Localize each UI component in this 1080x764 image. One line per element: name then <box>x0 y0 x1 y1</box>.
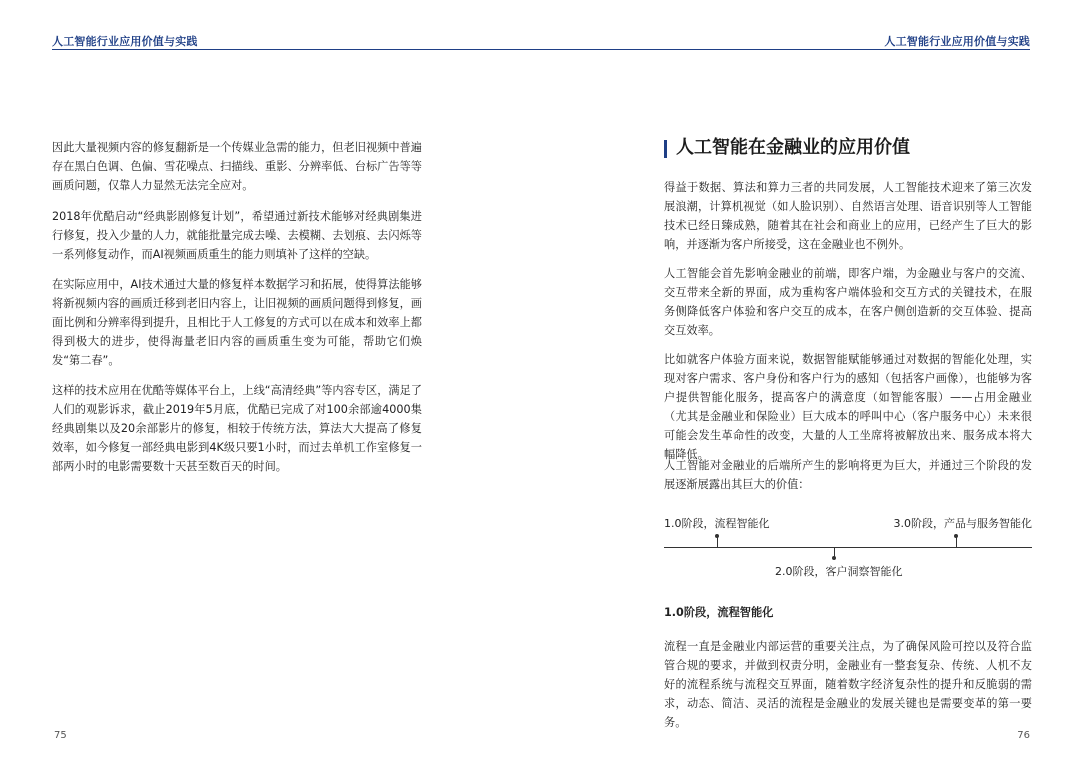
right-page <box>540 0 1080 764</box>
body-paragraph: 因此大量视频内容的修复翻新是一个传媒业急需的能力，但老旧视频中普遍存在黑白色调、色偏、雪花噪点、扫描线、重影、分辨率低、台标广告等等画质问题，仅靠人力显然无法完全应对。 <box>52 141 422 192</box>
timeline-tick-stage-1 <box>717 537 718 547</box>
header-rule <box>540 49 1030 50</box>
running-head: 人工智能行业应用价值与实践 <box>884 35 1030 48</box>
timeline-stage-1-label: 1.0阶段，流程智能化 <box>664 517 770 530</box>
running-head: 人工智能行业应用价值与实践 <box>52 35 198 48</box>
body-paragraph: 人工智能会首先影响金融业的前端，即客户端，为金融业与客户的交流、交互带来全新的界面，成为重构客户端体验和交互方式的关键技术，在服务侧降低客户体验和客户交互的成本，在客户侧创造新的交互体验、提高交互效率。 <box>664 267 1032 337</box>
body-paragraph: 比如就客户体验方面来说，数据智能赋能够通过对数据的智能化处理，实现对客户需求、客户身份和客户行为的感知（包括客户画像），也能够为客户提供智能化服务，提高客户的满意度（如智能客服）——占用金融业（尤其是金融业和保险业）巨大成本的呼叫中心（客户服务中心）未来很可能会发生革命性的改变，大量的人工坐席将被解放出来、服务成本将大幅降低。 <box>664 353 1032 461</box>
timeline-marker-stage-3 <box>954 534 958 538</box>
timeline-stage-3-label: 3.0阶段，产品与服务智能化 <box>893 517 1032 530</box>
timeline-tick-stage-3 <box>956 537 957 547</box>
section-title <box>664 136 910 160</box>
header-rule <box>52 49 540 50</box>
body-paragraph: 2018年优酷启动“经典影剧修复计划”，希望通过新技术能够对经典剧集进行修复，投入少量的人力，就能批量完成去噪、去模糊、去划痕、去闪烁等一系列修复动作，而AI视频画质重生的能力则填补了这样的空缺。 <box>52 210 422 261</box>
body-paragraph: 人工智能对金融业的后端所产生的影响将更为巨大，并通过三个阶段的发展逐渐展露出其巨大的价值： <box>664 459 1032 491</box>
timeline-marker-stage-2 <box>832 556 836 560</box>
body-paragraph: 流程一直是金融业内部运营的重要关注点，为了确保风险可控以及符合监管合规的要求，并做到权责分明，金融业有一整套复杂、传统、人机不友好的流程系统与流程交互界面，随着数字经济复杂性的提升和反脆弱的需求，动态、简洁、灵活的流程是金融业的发展关键也是需要变革的第一要务。 <box>664 640 1032 729</box>
timeline-marker-stage-1 <box>715 534 719 538</box>
title-accent-bar <box>664 140 667 158</box>
body-paragraph: 在实际应用中，AI技术通过大量的修复样本数据学习和拓展，使得算法能够将新视频内容的画质迁移到老旧内容上，让旧视频的画质问题得到修复，画面比例和分辨率得到提升，且相比于人工修复的方式可以在成本和效率上都得到极大的进步，使得海量老旧内容的画质重生变为可能，帮助它们焕发“第二春”。 <box>52 278 422 367</box>
body-paragraph: 这样的技术应用在优酷等媒体平台上，上线“高清经典”等内容专区，满足了人们的观影诉求，截止2019年5月底，优酷已完成了对100余部逾4000集经典剧集以及20余部影片的修复，相较于传统方法，算法大大提高了修复效率，如今修复一部经典电影到4K级只要1小时，而过去单机工作室修复一部两小时的电影需要数十天甚至数百天的时间。 <box>52 384 422 473</box>
timeline-axis <box>664 547 1032 548</box>
section-title-text: 人工智能在金融业的应用价值 <box>676 137 910 158</box>
page-number: 76 <box>1017 730 1030 741</box>
timeline-stage-2-label: 2.0阶段，客户洞察智能化 <box>775 565 903 578</box>
subsection-heading: 1.0阶段，流程智能化 <box>664 606 774 619</box>
stage-timeline <box>664 510 1032 580</box>
body-paragraph: 得益于数据、算法和算力三者的共同发展，人工智能技术迎来了第三次发展浪潮，计算机视觉（如人脸识别）、自然语言处理、语音识别等人工智能技术已经日臻成熟，随着其在社会和商业上的应用，已经产生了巨大的影响，并逐渐为客户所接受，这在金融业也不例外。 <box>664 181 1032 251</box>
page-number: 75 <box>54 730 67 741</box>
